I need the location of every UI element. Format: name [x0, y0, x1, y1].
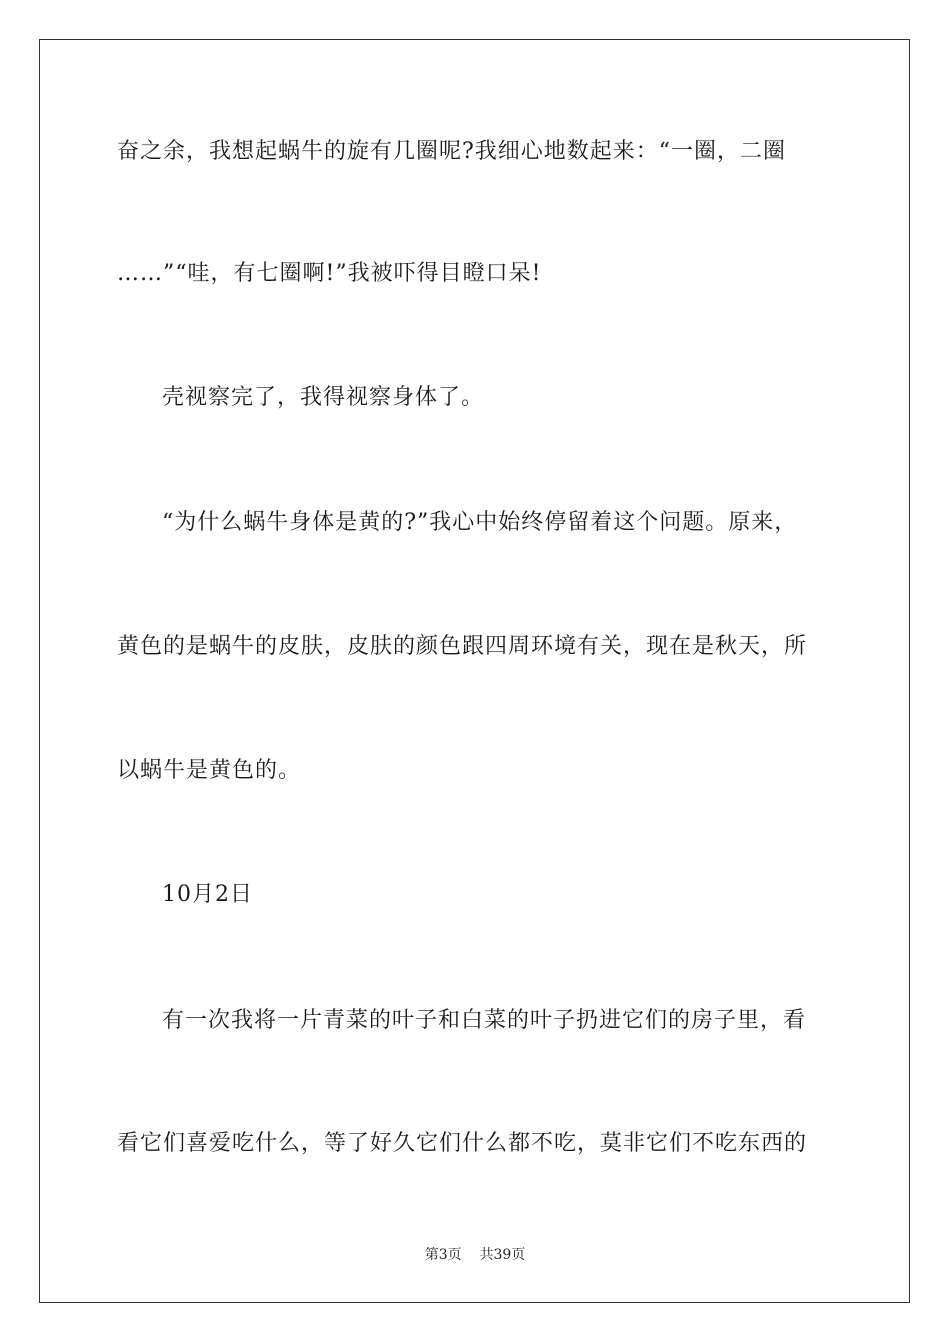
text-line-8: 有一次我将一片青菜的叶子和白菜的叶子扔进它们的房子里，看: [162, 1008, 807, 1033]
text-line-6: 以蜗牛是黄色的。: [117, 758, 302, 783]
page-footer: [0, 1246, 950, 1264]
text-line-3: 壳视察完了，我得视察身体了。: [162, 385, 485, 410]
text-line-9: 看它们喜爱吃什么，等了好久它们什么都不吃，莫非它们不吃东西的: [117, 1131, 808, 1156]
page-border: [39, 39, 910, 1303]
text-line-4: “为什么蜗牛身体是黄的?”我心中始终停留着这个问题。原来，: [162, 510, 798, 535]
text-line-2: ……”“哇，有七圈啊!”我被吓得目瞪口呆!: [117, 261, 542, 286]
text-line-1: 奋之余，我想起蜗牛的旋有几圈呢?我细心地数起来：“一圈，二圈: [117, 139, 787, 164]
page-number: 第3页: [424, 1247, 462, 1263]
page-total: 共39页: [479, 1247, 526, 1263]
text-line-5: 黄色的是蜗牛的皮肤，皮肤的颜色跟四周环境有关，现在是秋天，所: [117, 634, 808, 659]
date-heading: 10月2日: [162, 882, 253, 907]
